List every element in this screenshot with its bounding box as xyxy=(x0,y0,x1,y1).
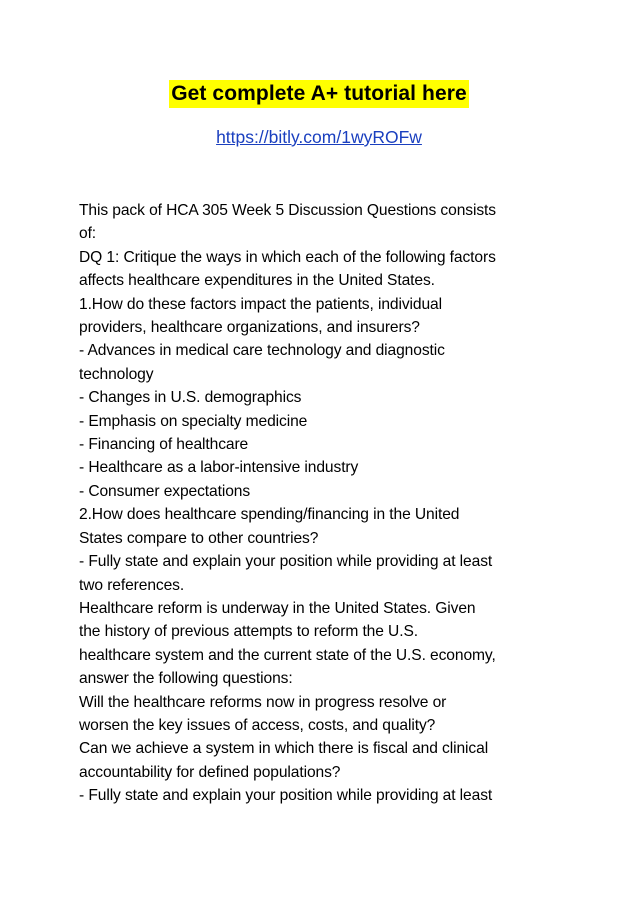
text-line: 2.How does healthcare spending/financing in the United xyxy=(79,506,460,524)
text-line: affects healthcare expenditures in the United States. xyxy=(79,272,435,290)
text-line: This pack of HCA 305 Week 5 Discussion Questions consists xyxy=(79,202,496,219)
text-line: providers, healthcare organizations, and insurers? xyxy=(79,319,420,337)
text-line: DQ 1: Critique the ways in which each of the following factors xyxy=(79,248,496,266)
text-line: - Emphasis on specialty medicine xyxy=(79,412,308,430)
text-line: two references. xyxy=(79,576,185,594)
text-line: the history of previous attempts to reform the U.S. xyxy=(79,623,418,641)
text-line: - Financing of healthcare xyxy=(79,436,249,454)
text-line: - Fully state and explain your position while providing at least xyxy=(79,553,493,571)
text-line: technology xyxy=(79,365,154,383)
text-line: Healthcare reform is underway in the United States. Given xyxy=(79,599,476,617)
text-line: Can we achieve a system in which there is fiscal and clinical xyxy=(79,740,489,758)
text-line: accountability for defined populations? xyxy=(79,763,341,781)
body-text xyxy=(79,199,579,808)
text-line: - Changes in U.S. demographics xyxy=(79,389,302,407)
text-line: of: xyxy=(79,225,97,243)
text-line: Will the healthcare reforms now in progress resolve or xyxy=(79,693,447,711)
text-line: - Fully state and explain your position while providing at least xyxy=(79,787,493,805)
text-line: answer the following questions: xyxy=(79,670,293,688)
text-line: healthcare system and the current state of the U.S. economy, xyxy=(79,646,496,664)
tutorial-link[interactable]: https://bitly.com/1wyROFw xyxy=(216,127,422,147)
link-row xyxy=(0,125,638,149)
text-line: - Consumer expectations xyxy=(79,482,251,500)
text-line: 1.How do these factors impact the patients, individual xyxy=(79,295,442,313)
header xyxy=(0,80,638,108)
text-line: - Healthcare as a labor-intensive industry xyxy=(79,459,359,477)
text-line: worsen the key issues of access, costs, and quality? xyxy=(79,716,436,734)
text-line: - Advances in medical care technology and diagnostic xyxy=(79,342,445,360)
text-line: States compare to other countries? xyxy=(79,529,319,547)
headline: Get complete A+ tutorial here xyxy=(169,80,469,108)
